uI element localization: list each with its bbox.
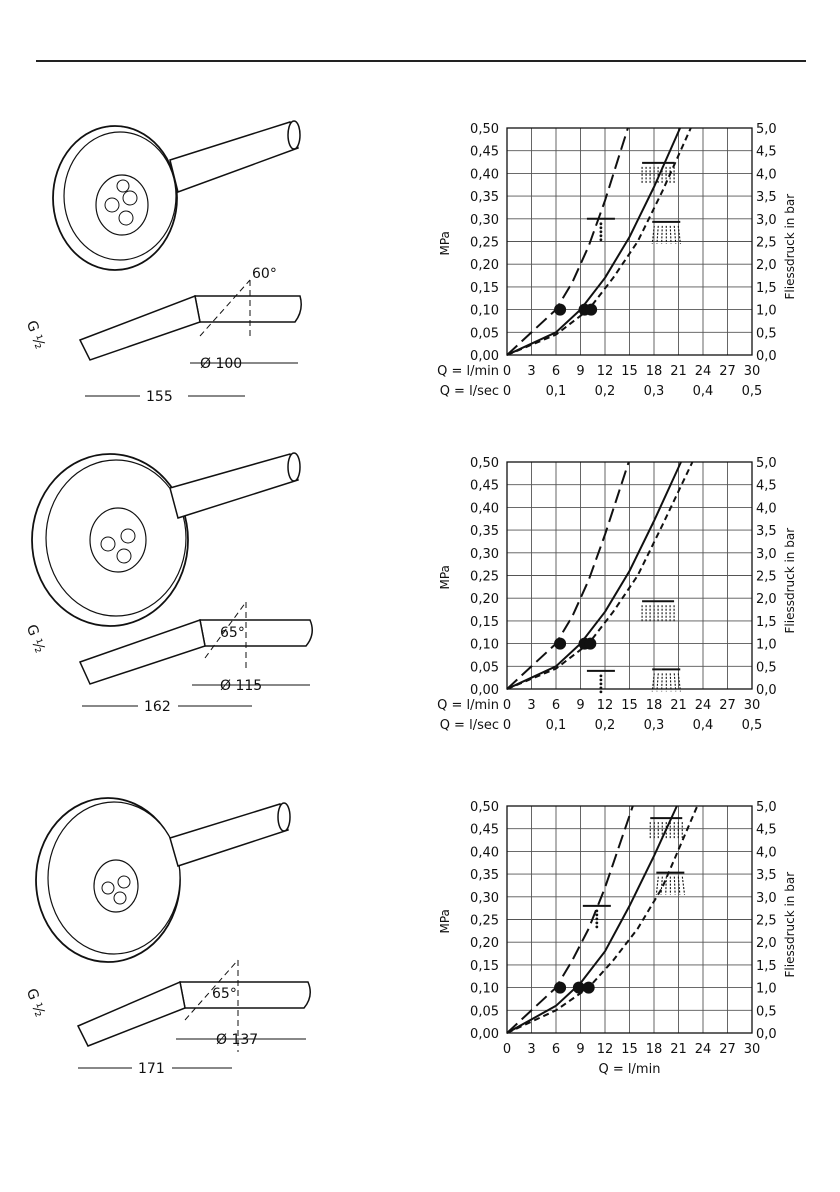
y-tick-label: 0,20	[470, 258, 499, 274]
y2-tick-label: 4,0	[756, 167, 777, 183]
x-axis-label: Q = l/min	[598, 1062, 661, 1077]
y2-tick-label: 3,0	[756, 212, 777, 228]
spray-mode-icon-wide	[642, 601, 674, 621]
y-tick-label: 0,05	[470, 326, 499, 342]
y2-tick-label: 4,5	[756, 144, 777, 160]
x2-tick-label: 0,4	[692, 384, 714, 399]
y2-tick-label: 2,0	[756, 936, 777, 952]
x2-tick-label: 0,2	[594, 718, 616, 733]
x2-tick-label: 0	[502, 718, 512, 733]
y-tick-label: 0,35	[470, 868, 499, 884]
x-tick-label: 6	[551, 698, 561, 713]
shower-side-view-icon	[78, 960, 310, 1052]
x-tick-label: 21	[670, 364, 687, 379]
y-tick-label: 0,15	[470, 958, 499, 974]
y-tick-label: 0,10	[470, 981, 499, 997]
x2-row-label: Q = l/sec	[439, 384, 499, 399]
y2-tick-label: 0,0	[756, 349, 777, 364]
y2-tick-label: 2,5	[756, 913, 777, 929]
y-tick-label: 0,50	[470, 456, 499, 471]
y2-tick-label: 3,0	[756, 890, 777, 906]
x-tick-label: 27	[719, 698, 736, 713]
x-tick-label: 24	[694, 698, 712, 713]
y2-tick-label: 3,5	[756, 524, 777, 540]
shower-handle-icon	[170, 453, 300, 518]
x-tick-label: 0	[502, 364, 512, 379]
x-tick-label: 27	[719, 1042, 736, 1057]
x2-tick-label: 0,5	[741, 718, 763, 733]
y2-axis-label: Fliessdruck in bar	[783, 527, 797, 634]
y-tick-label: 0,35	[470, 524, 499, 540]
y-tick-label: 0,05	[470, 1004, 499, 1020]
y2-tick-label: 4,5	[756, 822, 777, 838]
y-tick-label: 0,10	[470, 303, 499, 319]
x-tick-label: 9	[576, 698, 585, 713]
x-tick-label: 9	[576, 364, 585, 379]
x-tick-label: 3	[527, 1042, 536, 1057]
x-tick-label: 30	[743, 698, 761, 713]
x-tick-label: 12	[596, 364, 614, 379]
y-tick-label: 0,45	[470, 144, 499, 160]
data-point	[583, 982, 595, 994]
y-tick-label: 0,00	[470, 349, 499, 364]
thread-label: G ½	[22, 318, 48, 352]
y2-tick-label: 2,0	[756, 258, 777, 274]
y-tick-label: 0,35	[470, 190, 499, 206]
y2-tick-label: 5,0	[756, 456, 777, 471]
y2-tick-label: 5,0	[756, 122, 777, 137]
y2-axis-label: Fliessdruck in bar	[783, 871, 797, 978]
pressure-chart-2	[395, 440, 815, 740]
y2-tick-label: 5,0	[756, 800, 777, 815]
x2-tick-label: 0,1	[545, 718, 567, 733]
y2-tick-label: 3,5	[756, 868, 777, 884]
y2-tick-label: 1,0	[756, 637, 777, 653]
y2-tick-label: 4,0	[756, 845, 777, 861]
y2-tick-label: 0,0	[756, 1027, 777, 1042]
angle-label: 60°	[252, 266, 277, 282]
diameter-label: Ø 137	[216, 1032, 259, 1048]
spray-mode-icon-needle	[583, 906, 611, 928]
x2-tick-label: 0,5	[741, 384, 763, 399]
x-tick-label: 21	[670, 698, 687, 713]
x-tick-label: 6	[551, 364, 561, 379]
x-row-label: Q = l/min	[437, 364, 499, 379]
y-tick-label: 0,10	[470, 637, 499, 653]
x2-tick-label: 0,3	[643, 718, 665, 733]
x-tick-label: 18	[645, 1042, 663, 1057]
diameter-label: Ø 100	[200, 356, 243, 372]
y-axis-label: MPa	[438, 909, 452, 934]
y2-tick-label: 3,0	[756, 546, 777, 562]
y2-tick-label: 3,5	[756, 190, 777, 206]
x-tick-label: 30	[743, 1042, 761, 1057]
y-tick-label: 0,25	[470, 235, 499, 251]
x2-tick-label: 0,1	[545, 384, 567, 399]
x-tick-label: 15	[621, 698, 638, 713]
thread-label: G ½	[22, 986, 48, 1020]
x2-tick-label: 0	[502, 384, 512, 399]
x-tick-label: 3	[527, 698, 536, 713]
x2-tick-label: 0,2	[594, 384, 616, 399]
y-tick-label: 0,00	[470, 1027, 499, 1042]
shower-drawing-3	[20, 790, 320, 1090]
diameter-label: Ø 115	[220, 678, 263, 694]
shower-drawing-2	[20, 440, 320, 760]
x-tick-label: 24	[694, 364, 712, 379]
y2-axis-label: Fliessdruck in bar	[783, 193, 797, 300]
y-tick-label: 0,30	[470, 212, 499, 228]
y2-tick-label: 1,5	[756, 958, 777, 974]
y2-tick-label: 2,5	[756, 235, 777, 251]
length-label: 155	[146, 389, 173, 405]
x-tick-label: 0	[502, 698, 512, 713]
y2-tick-label: 4,5	[756, 478, 777, 494]
y2-tick-label: 1,0	[756, 981, 777, 997]
x-tick-label: 12	[596, 698, 614, 713]
angle-label: 65°	[220, 625, 245, 641]
x-tick-label: 15	[621, 1042, 638, 1057]
y2-tick-label: 0,5	[756, 660, 777, 676]
y-tick-label: 0,20	[470, 936, 499, 952]
y2-tick-label: 2,0	[756, 592, 777, 608]
y2-tick-label: 2,5	[756, 569, 777, 585]
y-tick-label: 0,40	[470, 501, 499, 517]
y2-tick-label: 1,0	[756, 303, 777, 319]
x-tick-label: 30	[743, 364, 761, 379]
y2-tick-label: 4,0	[756, 501, 777, 517]
data-point	[554, 638, 566, 650]
y2-tick-label: 0,5	[756, 1004, 777, 1020]
angle-label: 65°	[212, 986, 237, 1002]
y-tick-label: 0,40	[470, 845, 499, 861]
y2-tick-label: 1,5	[756, 280, 777, 296]
shower-head-front-icon	[32, 454, 188, 626]
y-tick-label: 0,40	[470, 167, 499, 183]
x-tick-label: 21	[670, 1042, 687, 1057]
spray-mode-icon-needle	[587, 671, 615, 693]
y-axis-label: MPa	[438, 231, 452, 256]
data-point	[554, 982, 566, 994]
y-tick-label: 0,25	[470, 569, 499, 585]
y-tick-label: 0,50	[470, 122, 499, 137]
y2-tick-label: 1,5	[756, 614, 777, 630]
y-tick-label: 0,25	[470, 913, 499, 929]
x2-row-label: Q = l/sec	[439, 718, 499, 733]
data-point	[584, 638, 596, 650]
length-label: 162	[144, 699, 171, 715]
shower-head-front-icon	[36, 798, 180, 962]
x-tick-label: 24	[694, 1042, 712, 1057]
shower-handle-icon	[170, 803, 290, 866]
y-tick-label: 0,45	[470, 822, 499, 838]
x-tick-label: 27	[719, 364, 736, 379]
y-tick-label: 0,30	[470, 890, 499, 906]
x-tick-label: 15	[621, 364, 638, 379]
spray-mode-icon-rain	[652, 669, 680, 691]
x-row-label: Q = l/min	[437, 698, 499, 713]
y-tick-label: 0,00	[470, 683, 499, 698]
x-tick-label: 18	[645, 364, 663, 379]
y2-tick-label: 0,5	[756, 326, 777, 342]
x2-tick-label: 0,4	[692, 718, 714, 733]
y-tick-label: 0,05	[470, 660, 499, 676]
y-tick-label: 0,30	[470, 546, 499, 562]
y-tick-label: 0,50	[470, 800, 499, 815]
y2-tick-label: 0,0	[756, 683, 777, 698]
y-tick-label: 0,20	[470, 592, 499, 608]
x2-tick-label: 0,3	[643, 384, 665, 399]
x-tick-label: 3	[527, 364, 536, 379]
pressure-chart-3	[395, 790, 815, 1110]
x-tick-label: 0	[502, 1042, 512, 1057]
x-tick-label: 9	[576, 1042, 585, 1057]
x-tick-label: 6	[551, 1042, 561, 1057]
y-tick-label: 0,15	[470, 614, 499, 630]
y-tick-label: 0,15	[470, 280, 499, 296]
thread-label: G ½	[22, 622, 48, 656]
x-tick-label: 18	[645, 698, 663, 713]
x-tick-label: 12	[596, 1042, 614, 1057]
y-axis-label: MPa	[438, 565, 452, 590]
y-tick-label: 0,45	[470, 478, 499, 494]
length-label: 171	[138, 1061, 165, 1077]
